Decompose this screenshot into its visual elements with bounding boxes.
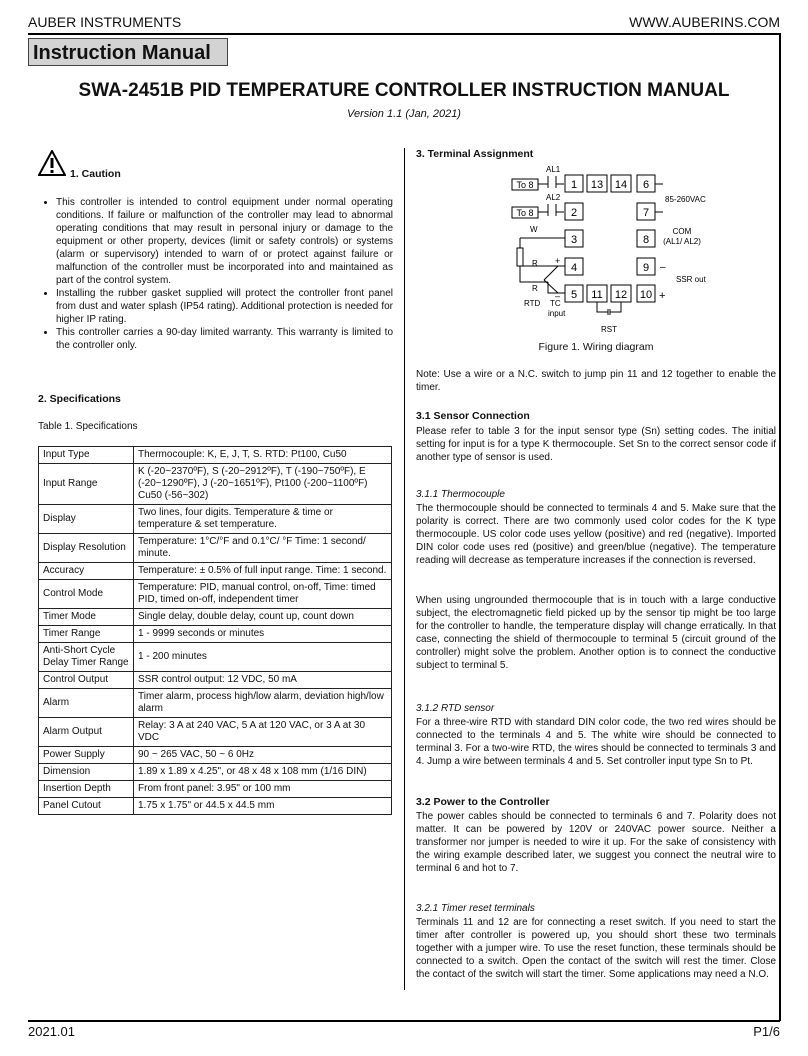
to8-label-1: To 8 xyxy=(516,180,534,190)
thermocouple-text-1: The thermocouple should be connected to terminals 4 and 5. Make sure that the polarity is correct. There are two commonly used color codes for the K type thermocouple. US color code uses yellow (positive) and red (negative). Imported DIN color code uses red (positive) and green/blue (negative). The temperature reading will decrease as temperature increases if the connection is reversed. xyxy=(416,503,776,566)
footer-date: 2021.01 xyxy=(28,1024,75,1039)
timer-note: Note: Use a wire or a N.C. switch to jump pin 11 and 12 together to enable the timer. xyxy=(416,369,776,393)
to8-label-2: To 8 xyxy=(516,208,534,218)
version-text: Version 1.1 (Jan, 2021) xyxy=(347,108,461,120)
rtd-r-label-1: R xyxy=(532,259,538,268)
spec-label: Display xyxy=(39,505,134,534)
manual-badge: Instruction Manual xyxy=(28,38,228,66)
page-title: SWA-2451B PID TEMPERATURE CONTROLLER INSTRUCTION MANUAL xyxy=(78,80,730,101)
spec-value: Thermocouple: K, E, J, T, S. RTD: Pt100, Cu50 xyxy=(134,447,392,464)
terminal-9: 9 xyxy=(642,262,650,274)
terminal-7: 7 xyxy=(642,207,650,219)
rtd-heading: 3.1.2 RTD sensor xyxy=(416,703,495,714)
spec-label: Control Output xyxy=(39,672,134,689)
spec-label: Dimension xyxy=(39,764,134,781)
spec-value: 1 - 9999 seconds or minutes xyxy=(134,626,392,643)
spec-row xyxy=(39,643,392,672)
timer-reset-text: Terminals 11 and 12 are for connecting a reset switch. If you need to start the timer after controller is powered up, you should short these two terminals together with a jumper wire. To use the reset function, these terminals should be connected to a switch. Open the contact of the switch will rest the timer. Close the contact of the switch will start the timer. Some applications may need a N.O. xyxy=(416,917,776,980)
rtd-w-label: W xyxy=(530,225,538,234)
spec-row xyxy=(39,447,392,464)
right-border xyxy=(779,33,781,1021)
spec-label: Input Range xyxy=(39,464,134,505)
terminal-heading: 3. Terminal Assignment xyxy=(416,148,534,160)
header-company: AUBER INSTRUMENTS xyxy=(28,14,182,30)
terminal-8: 8 xyxy=(642,234,650,246)
spec-row xyxy=(39,626,392,643)
table-caption: Table 1. Specifications xyxy=(38,421,138,432)
spec-value: Timer alarm, process high/low alarm, deviation high/low alarm xyxy=(134,689,392,718)
timer-reset-heading: 3.2.1 Timer reset terminals xyxy=(416,903,535,914)
spec-row xyxy=(39,781,392,798)
spec-row xyxy=(39,672,392,689)
al1-label: AL1 xyxy=(546,165,561,174)
spec-row xyxy=(39,464,392,505)
spec-value: K (-20~2370ºF), S (-20~2912ºF), T (-190~750ºF), E (-20~1290ºF), J (-20~1651ºF), Pt100 (-200~1100ºF) Cu50 (-56~302) xyxy=(134,464,392,505)
com-label: COM xyxy=(672,227,692,236)
spec-row xyxy=(39,747,392,764)
terminal-14: 14 xyxy=(614,179,628,191)
thermocouple-text-2: When using ungrounded thermocouple that is in touch with a large conductive subject, the electromagnetic field picked up by the sensor tip might be too large for the controller to handle, the temperature display will change erratically. In that case, connecting the shield of thermocouple to terminal 5 (circuit ground of the controller) might solve the problem. Another option is to connect the conductive subject to terminal 5. xyxy=(416,595,776,671)
power-voltage-label: 85-260VAC xyxy=(665,195,706,204)
spec-label: Display Resolution xyxy=(39,534,134,563)
terminal-4: 4 xyxy=(570,262,578,274)
spec-row xyxy=(39,505,392,534)
terminal-11: 11 xyxy=(591,289,603,301)
column-divider xyxy=(404,148,405,990)
spec-value: 1 - 200 minutes xyxy=(134,643,392,672)
specs-heading: 2. Specifications xyxy=(38,393,121,405)
terminal-12: 12 xyxy=(614,289,628,301)
terminal-10: 10 xyxy=(639,289,653,301)
caution-warning-icon xyxy=(38,150,66,181)
caution-item: • This controller is intended to control equipment under normal operating conditions. If failure or malfunction of the controller may lead to abnormal operating conditions that may result in personal injury or damage to the equipment or other property, devices (limit or safety controls) or systems (alarm or supervisory) intended to warn of or protect against failure or malfunction of the controller must be incorporated into and maintained as part of the control system. xyxy=(56,196,393,287)
power-heading: 3.2 Power to the Controller xyxy=(416,796,550,808)
thermocouple-heading: 3.1.1 Thermocouple xyxy=(416,489,505,500)
tc-minus: – xyxy=(555,291,561,301)
caution-heading: 1. Caution xyxy=(70,168,121,180)
caution-list xyxy=(38,196,393,352)
spec-value: Temperature: 1°C/°F and 0.1°C/ °F Time: 1 second/ minute. xyxy=(134,534,392,563)
ssr-plus: + xyxy=(659,290,666,302)
tc-input-label: input xyxy=(548,309,566,318)
spec-label: Timer Range xyxy=(39,626,134,643)
spec-table xyxy=(38,446,392,815)
spec-value: Single delay, double delay, count up, count down xyxy=(134,609,392,626)
rtd-r-label-2: R xyxy=(532,284,538,293)
spec-row xyxy=(39,609,392,626)
spec-value: Temperature: ± 0.5% of full input range. Time: 1 second. xyxy=(134,563,392,580)
ssr-minus: – xyxy=(660,262,666,273)
power-text: The power cables should be connected to terminals 6 and 7. Polarity does not matter. It can be powered by 120V or 240VAC power source. Neither a transformer nor jumper is needed to wire it up. For the sake of consistency with the wiring example described later, we suggest you connect the neutral wire to terminal 6 and hot to 7. xyxy=(416,811,776,874)
spec-value: Two lines, four digits. Temperature & time or temperature & set temperature. xyxy=(134,505,392,534)
sensor-heading: 3.1 Sensor Connection xyxy=(416,410,530,422)
header-rule xyxy=(28,33,780,35)
sensor-text: Please refer to table 3 for the input sensor type (Sn) setting codes. The initial setting for input is for a type K thermocouple. Set Sn to the correct sensor code if another type of sensor is used. xyxy=(416,426,776,463)
com-alarm-label: (AL1/ AL2) xyxy=(663,237,701,246)
terminal-13: 13 xyxy=(590,179,604,191)
header-website: WWW.AUBERINS.COM xyxy=(629,14,780,30)
caution-item: • Installing the rubber gasket supplied will protect the controller front panel from dust and water splash (IP54 rating). Additional protection is needed for higher IP rating. xyxy=(56,287,393,326)
spec-label: Insertion Depth xyxy=(39,781,134,798)
spec-label: Power Supply xyxy=(39,747,134,764)
terminal-2: 2 xyxy=(570,207,578,219)
spec-row xyxy=(39,563,392,580)
spec-value: 1.89 x 1.89 x 4.25", or 48 x 48 x 108 mm (1/16 DIN) xyxy=(134,764,392,781)
spec-label: Alarm xyxy=(39,689,134,718)
spec-row xyxy=(39,580,392,609)
spec-value: Temperature: PID, manual control, on-off, Time: timed PID, timed on-off, independent timer xyxy=(134,580,392,609)
figure-caption: Figure 1. Wiring diagram xyxy=(538,341,654,353)
spec-label: Input Type xyxy=(39,447,134,464)
rst-label: RST xyxy=(601,325,617,334)
rtd-label: RTD xyxy=(524,299,541,308)
spec-label: Alarm Output xyxy=(39,718,134,747)
spec-label: Panel Cutout xyxy=(39,798,134,815)
spec-value: SSR control output: 12 VDC, 50 mA xyxy=(134,672,392,689)
spec-value: Relay: 3 A at 240 VAC, 5 A at 120 VAC, or 3 A at 30 VDC xyxy=(134,718,392,747)
terminal-6: 6 xyxy=(642,179,650,191)
terminal-3: 3 xyxy=(570,234,578,246)
terminal-5: 5 xyxy=(570,289,578,301)
spec-label: Anti-Short Cycle Delay Timer Range xyxy=(39,643,134,672)
tc-label: TC xyxy=(550,299,561,308)
spec-row xyxy=(39,689,392,718)
wiring-diagram xyxy=(508,158,718,345)
footer-rule xyxy=(28,1020,780,1022)
rtd-text: For a three-wire RTD with standard DIN color code, the two red wires should be connected to the terminals 4 and 5. The white wire should be connected to terminal 3. For a two-wire RTD, the wires should be connected to terminals 3 and 4. Jump a wire between terminals 4 and 5. Set controller input type Sn to Pt. xyxy=(416,717,776,767)
footer-page-number: P1/6 xyxy=(753,1024,780,1039)
spec-value: From front panel: 3.95" or 100 mm xyxy=(134,781,392,798)
al2-label: AL2 xyxy=(546,193,561,202)
spec-row xyxy=(39,718,392,747)
spec-label: Accuracy xyxy=(39,563,134,580)
spec-label: Timer Mode xyxy=(39,609,134,626)
terminal-1: 1 xyxy=(570,179,578,191)
spec-row xyxy=(39,534,392,563)
ssr-out-label: SSR out xyxy=(676,275,706,284)
spec-value: 90 ~ 265 VAC, 50 ~ 6 0Hz xyxy=(134,747,392,764)
caution-item: • This controller carries a 90-day limited warranty. This warranty is limited to the controller only. xyxy=(56,326,393,352)
spec-row xyxy=(39,764,392,781)
spec-value: 1.75 x 1.75" or 44.5 x 44.5 mm xyxy=(134,798,392,815)
tc-plus: + xyxy=(555,256,561,266)
spec-label: Control Mode xyxy=(39,580,134,609)
spec-row xyxy=(39,798,392,815)
